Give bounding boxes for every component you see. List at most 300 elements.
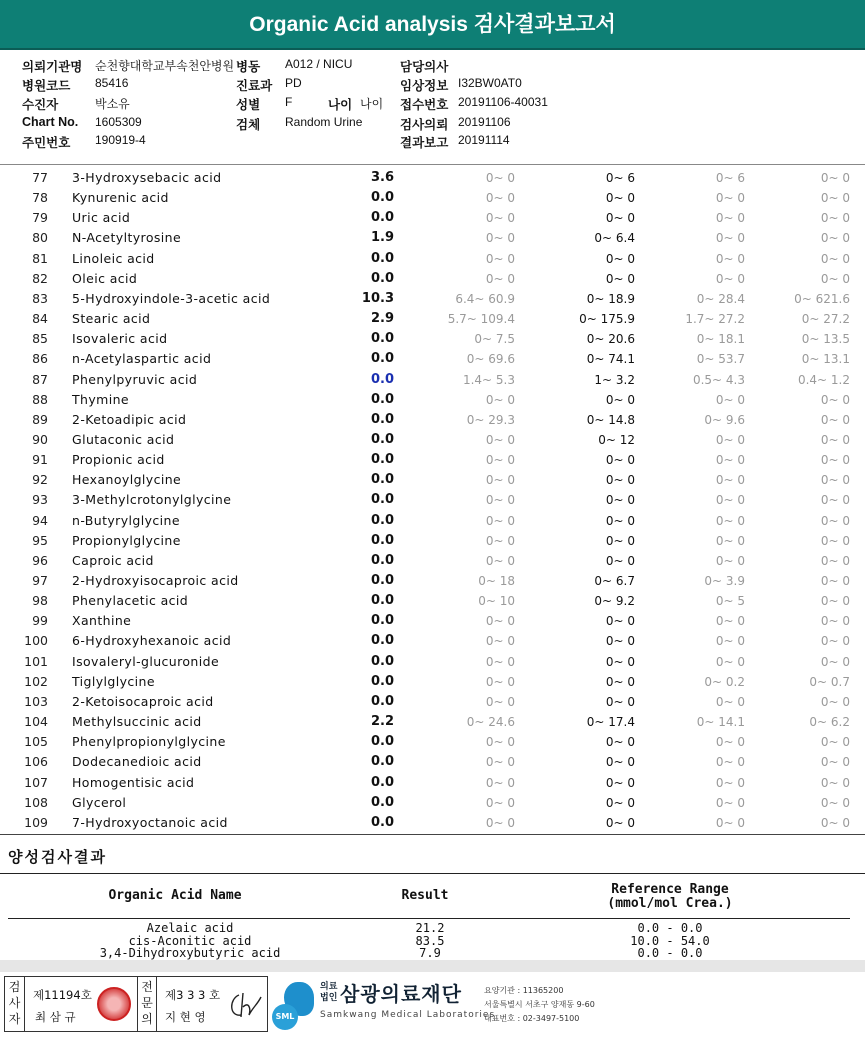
analyte-name: Methylsuccinic acid bbox=[72, 714, 202, 730]
tester-name: 최 삼 규 bbox=[35, 1010, 76, 1024]
label-institution: 의뢰기관명 bbox=[22, 60, 83, 74]
reference-range-3: 0~ 18.1 bbox=[696, 332, 745, 347]
reference-range-2: 0~ 74.1 bbox=[586, 352, 635, 367]
positive-header-name: Organic Acid Name bbox=[108, 888, 242, 903]
table-row bbox=[0, 511, 865, 531]
value-sex: F bbox=[285, 95, 293, 109]
reference-range-1: 0~ 0 bbox=[485, 191, 515, 206]
reference-range-4: 0~ 0 bbox=[820, 231, 850, 246]
row-number: 105 bbox=[24, 734, 48, 750]
positive-reference: 10.0 - 54.0 bbox=[630, 933, 710, 948]
analyte-name: Glycerol bbox=[72, 794, 127, 810]
table-row bbox=[0, 450, 865, 470]
reference-range-3: 0~ 0 bbox=[715, 553, 745, 568]
result-value: 0.0 bbox=[370, 552, 394, 568]
row-number: 79 bbox=[32, 210, 48, 226]
row-number: 107 bbox=[24, 774, 48, 790]
reference-range-2: 0~ 0 bbox=[605, 473, 635, 488]
result-value: 0.0 bbox=[370, 613, 394, 629]
reference-range-1: 0~ 0 bbox=[485, 271, 515, 286]
analyte-name: Xanthine bbox=[72, 613, 132, 629]
reference-range-4: 0~ 0 bbox=[820, 594, 850, 609]
result-value: 0.0 bbox=[370, 814, 394, 830]
reference-range-4: 0.4~ 1.2 bbox=[797, 372, 850, 387]
table-row bbox=[0, 349, 865, 369]
reference-range-1: 0~ 10 bbox=[478, 594, 515, 609]
row-number: 97 bbox=[32, 573, 48, 588]
table-row bbox=[0, 631, 865, 651]
lab-logo bbox=[272, 976, 602, 1032]
reference-range-1: 0~ 69.6 bbox=[466, 352, 515, 367]
row-number: 82 bbox=[32, 270, 48, 286]
reference-range-4: 0~ 0 bbox=[820, 775, 850, 790]
reference-range-3: 0~ 6 bbox=[715, 171, 745, 185]
analyte-name: Propionic acid bbox=[72, 452, 165, 468]
row-number: 101 bbox=[24, 653, 48, 669]
reference-range-3: 0~ 0 bbox=[715, 211, 745, 226]
result-value: 0.0 bbox=[370, 210, 394, 226]
table-row bbox=[0, 228, 865, 248]
reference-range-2: 0~ 0 bbox=[605, 271, 635, 286]
result-value: 0.0 bbox=[370, 512, 394, 528]
positive-header-ref1: Reference Range bbox=[611, 882, 729, 897]
row-number: 91 bbox=[32, 452, 48, 468]
reference-range-1: 0~ 7.5 bbox=[474, 332, 515, 347]
result-value: 0.0 bbox=[370, 573, 394, 588]
positive-header-ref2: (mmol/mol Crea.) bbox=[607, 896, 733, 911]
analyte-name: 3-Hydroxysebacic acid bbox=[72, 170, 222, 185]
result-value: 10.3 bbox=[361, 290, 394, 306]
table-row bbox=[0, 752, 865, 772]
reference-range-1: 0~ 0 bbox=[485, 755, 515, 770]
row-number: 99 bbox=[32, 613, 48, 629]
reference-range-2: 0~ 0 bbox=[605, 392, 635, 407]
reference-range-1: 0~ 0 bbox=[485, 553, 515, 568]
result-value: 0.0 bbox=[370, 452, 394, 468]
reference-range-2: 0~ 0 bbox=[605, 513, 635, 528]
result-value: 0.0 bbox=[370, 532, 394, 548]
reference-range-1: 0~ 24.6 bbox=[466, 715, 515, 730]
reference-range-2: 0~ 0 bbox=[605, 211, 635, 226]
table-row bbox=[0, 793, 865, 813]
label-doctor: 담당의사 bbox=[400, 60, 449, 74]
reference-range-4: 0~ 13.5 bbox=[801, 332, 850, 347]
reference-range-3: 0~ 5 bbox=[715, 594, 745, 609]
reference-range-3: 0~ 0 bbox=[715, 271, 745, 286]
reference-range-2: 0~ 0 bbox=[605, 614, 635, 629]
row-number: 78 bbox=[32, 190, 48, 206]
label-id-no: 주민번호 bbox=[22, 136, 71, 150]
analyte-name: N-Acetyltyrosine bbox=[72, 230, 182, 246]
reference-range-2: 0~ 0 bbox=[605, 654, 635, 669]
positive-reference: 0.0 - 0.0 bbox=[637, 921, 703, 935]
result-value: 0.0 bbox=[370, 653, 394, 669]
tester-vertical-label: 검 사 자 bbox=[5, 977, 25, 1031]
row-number: 86 bbox=[32, 351, 48, 367]
row-number: 83 bbox=[32, 290, 48, 306]
org-contact-info bbox=[484, 984, 595, 1026]
analyte-name: Kynurenic acid bbox=[72, 190, 169, 206]
row-number: 98 bbox=[32, 593, 48, 609]
row-number: 88 bbox=[32, 391, 48, 407]
result-value: 0.0 bbox=[370, 693, 394, 709]
row-number: 100 bbox=[24, 633, 48, 649]
patient-info bbox=[0, 52, 865, 165]
positive-name: Azelaic acid bbox=[146, 921, 234, 935]
analyte-name: Thymine bbox=[72, 391, 130, 407]
table-row bbox=[0, 712, 865, 732]
reference-range-1: 0~ 0 bbox=[485, 775, 515, 790]
reference-range-1: 0~ 0 bbox=[485, 674, 515, 689]
org-name-en: Samkwang Medical Laboratories bbox=[320, 1010, 496, 1020]
row-number: 109 bbox=[24, 814, 48, 830]
result-value: 0.0 bbox=[370, 411, 394, 427]
table-row bbox=[0, 672, 865, 692]
result-value: 0.0 bbox=[370, 794, 394, 810]
reference-range-2: 0~ 6 bbox=[605, 171, 635, 185]
reference-range-1: 0~ 0 bbox=[485, 453, 515, 468]
reference-range-3: 0~ 3.9 bbox=[704, 574, 745, 588]
row-number: 94 bbox=[32, 512, 48, 528]
table-row bbox=[0, 410, 865, 430]
reference-range-3: 0~ 0 bbox=[715, 231, 745, 246]
reference-range-1: 0~ 0 bbox=[485, 634, 515, 649]
value-receipt-no: 20191106-40031 bbox=[458, 95, 548, 109]
reference-range-4: 0~ 0 bbox=[820, 171, 850, 185]
label-request-date: 검사의뢰 bbox=[400, 118, 449, 132]
org-phone: 대표번호 : 02-3497-5100 bbox=[484, 1014, 580, 1023]
reference-range-1: 0~ 0 bbox=[485, 171, 515, 185]
result-value: 0.0 bbox=[370, 492, 394, 508]
analyte-name: Glutaconic acid bbox=[72, 431, 175, 447]
reference-range-1: 6.4~ 60.9 bbox=[455, 291, 515, 306]
reference-range-3: 0~ 14.1 bbox=[696, 715, 745, 730]
reference-range-4: 0~ 0 bbox=[820, 553, 850, 568]
table-row bbox=[0, 732, 865, 752]
value-patient: 박소유 bbox=[95, 97, 130, 111]
doctor-license-no: 제3 3 3 호 bbox=[165, 988, 221, 1002]
analyte-name: Phenylpyruvic acid bbox=[72, 371, 198, 387]
result-value: 3.6 bbox=[370, 170, 394, 185]
analyte-name: 6-Hydroxyhexanoic acid bbox=[72, 633, 232, 649]
reference-range-1: 0~ 0 bbox=[485, 694, 515, 709]
org-address: 서울특별시 서초구 양재동 9-60 bbox=[484, 1000, 595, 1009]
reference-range-4: 0~ 0 bbox=[820, 795, 850, 810]
value-clinical-info: I32BW0AT0 bbox=[458, 76, 522, 90]
reference-range-3: 0~ 0 bbox=[715, 634, 745, 649]
reference-range-3: 0~ 0 bbox=[715, 191, 745, 206]
reference-range-3: 0~ 0.2 bbox=[704, 674, 745, 689]
reference-range-2: 0~ 12 bbox=[598, 432, 635, 447]
table-row bbox=[0, 773, 865, 793]
reference-range-2: 0~ 0 bbox=[605, 553, 635, 568]
positive-header-result: Result bbox=[401, 888, 449, 903]
analyte-name: Isovaleric acid bbox=[72, 331, 168, 347]
reference-range-1: 0~ 0 bbox=[485, 614, 515, 629]
label-receipt-no: 접수번호 bbox=[400, 98, 449, 112]
reference-range-2: 0~ 0 bbox=[605, 493, 635, 508]
analyte-name: Linoleic acid bbox=[72, 250, 155, 266]
reference-range-3: 0~ 0 bbox=[715, 755, 745, 770]
reference-range-3: 0~ 0 bbox=[715, 473, 745, 488]
analyte-name: Uric acid bbox=[72, 210, 131, 226]
positive-reference: 0.0 - 0.0 bbox=[637, 946, 703, 960]
reference-range-3: 0~ 9.6 bbox=[704, 412, 745, 427]
org-type-label bbox=[320, 982, 337, 1004]
row-number: 89 bbox=[32, 411, 48, 427]
result-value: 0.0 bbox=[370, 754, 394, 770]
reference-range-3: 0~ 0 bbox=[715, 694, 745, 709]
reference-range-1: 0~ 18 bbox=[478, 574, 515, 588]
row-number: 93 bbox=[32, 492, 48, 508]
positive-row bbox=[0, 935, 865, 947]
org-name: 삼광의료재단 bbox=[340, 982, 462, 1006]
reference-range-1: 0~ 0 bbox=[485, 251, 515, 266]
analyte-name: Tiglylglycine bbox=[72, 673, 155, 689]
table-row bbox=[0, 188, 865, 208]
reference-range-1: 5.7~ 109.4 bbox=[447, 312, 515, 327]
table-row bbox=[0, 370, 865, 390]
org-code: 요양기관 : 11365200 bbox=[484, 986, 564, 995]
reference-range-4: 0~ 0 bbox=[820, 191, 850, 206]
reference-range-3: 0.5~ 4.3 bbox=[692, 372, 745, 387]
reference-range-4: 0~ 6.2 bbox=[809, 715, 850, 730]
label-age: 나이 bbox=[328, 98, 353, 112]
reference-range-2: 0~ 0 bbox=[605, 775, 635, 790]
result-value: 0.0 bbox=[370, 774, 394, 790]
reference-range-4: 0~ 0 bbox=[820, 654, 850, 669]
reference-range-4: 0~ 0 bbox=[820, 271, 850, 286]
reference-range-1: 0~ 0 bbox=[485, 493, 515, 508]
result-value: 0.0 bbox=[370, 190, 394, 206]
row-number: 96 bbox=[32, 552, 48, 568]
reference-range-3: 0~ 0 bbox=[715, 654, 745, 669]
result-value: 0.0 bbox=[370, 351, 394, 367]
table-row bbox=[0, 571, 865, 591]
result-value: 0.0 bbox=[370, 391, 394, 407]
reference-range-2: 1~ 3.2 bbox=[594, 372, 635, 387]
reference-range-4: 0~ 0 bbox=[820, 533, 850, 548]
result-value: 2.2 bbox=[370, 714, 394, 730]
result-value: 0.0 bbox=[370, 633, 394, 649]
analyte-name: 3-Methylcrotonylglycine bbox=[72, 492, 232, 508]
table-bottom-divider bbox=[0, 834, 865, 835]
official-seal bbox=[97, 987, 131, 1021]
row-number: 106 bbox=[24, 754, 48, 770]
reference-range-2: 0~ 0 bbox=[605, 251, 635, 266]
row-number: 104 bbox=[24, 714, 48, 730]
reference-range-3: 0~ 0 bbox=[715, 815, 745, 830]
reference-range-2: 0~ 0 bbox=[605, 634, 635, 649]
result-value: 0.0 bbox=[370, 673, 394, 689]
row-number: 108 bbox=[24, 794, 48, 810]
table-row bbox=[0, 692, 865, 712]
analyte-name: Phenylacetic acid bbox=[72, 593, 189, 609]
reference-range-3: 0~ 53.7 bbox=[696, 352, 745, 367]
reference-range-4: 0~ 0 bbox=[820, 493, 850, 508]
reference-range-4: 0~ 0 bbox=[820, 513, 850, 528]
reference-range-4: 0~ 0 bbox=[820, 392, 850, 407]
table-row bbox=[0, 531, 865, 551]
analyte-name: 5-Hydroxyindole-3-acetic acid bbox=[72, 290, 271, 306]
reference-range-4: 0~ 0 bbox=[820, 473, 850, 488]
label-patient: 수진자 bbox=[22, 98, 59, 112]
analyte-name: Homogentisic acid bbox=[72, 774, 195, 790]
table-row bbox=[0, 309, 865, 329]
reference-range-2: 0~ 0 bbox=[605, 191, 635, 206]
reference-range-4: 0~ 0.7 bbox=[809, 674, 850, 689]
reference-range-3: 0~ 0 bbox=[715, 735, 745, 750]
reference-range-3: 0~ 0 bbox=[715, 392, 745, 407]
reference-range-2: 0~ 17.4 bbox=[586, 715, 635, 730]
label-ward: 병동 bbox=[236, 60, 261, 74]
positive-results-title: 양성검사결과 bbox=[8, 848, 107, 866]
result-value: 1.9 bbox=[370, 230, 394, 246]
row-number: 85 bbox=[32, 331, 48, 347]
table-row bbox=[0, 652, 865, 672]
table-row bbox=[0, 813, 865, 833]
analyte-name: 2-Ketoisocaproic acid bbox=[72, 693, 214, 709]
row-number: 92 bbox=[32, 472, 48, 488]
reference-range-3: 0~ 0 bbox=[715, 453, 745, 468]
analyte-name: Caproic acid bbox=[72, 552, 154, 568]
table-row bbox=[0, 168, 865, 188]
reference-range-3: 0~ 0 bbox=[715, 614, 745, 629]
reference-range-4: 0~ 0 bbox=[820, 694, 850, 709]
value-department: PD bbox=[285, 76, 302, 90]
reference-range-4: 0~ 27.2 bbox=[801, 312, 850, 327]
label-clinical-info: 임상정보 bbox=[400, 79, 449, 93]
label-chart-no: Chart No. bbox=[22, 115, 79, 129]
value-hospital-code: 85416 bbox=[95, 76, 129, 90]
value-report-date: 20191114 bbox=[458, 133, 510, 147]
reference-range-4: 0~ 621.6 bbox=[794, 291, 850, 306]
page-break-band bbox=[0, 960, 865, 972]
positive-result: 83.5 bbox=[415, 933, 445, 948]
analyte-name: Dodecanedioic acid bbox=[72, 754, 202, 770]
positive-header-bottom-line bbox=[8, 918, 850, 919]
tester-license-no: 제11194호 bbox=[33, 988, 92, 1002]
table-row bbox=[0, 289, 865, 309]
positive-result: 21.2 bbox=[415, 921, 445, 935]
row-number: 95 bbox=[32, 532, 48, 548]
label-specimen: 검체 bbox=[236, 118, 261, 132]
result-value: 0.0 bbox=[370, 331, 394, 347]
reference-range-4: 0~ 0 bbox=[820, 735, 850, 750]
reference-range-2: 0~ 0 bbox=[605, 795, 635, 810]
positive-row bbox=[0, 922, 865, 934]
table-row bbox=[0, 591, 865, 611]
table-row bbox=[0, 470, 865, 490]
analyte-name: n-Butyrylglycine bbox=[72, 512, 180, 528]
result-value: 2.9 bbox=[370, 311, 394, 327]
result-value: 0.0 bbox=[370, 734, 394, 750]
row-number: 90 bbox=[32, 431, 48, 447]
reference-range-1: 1.4~ 5.3 bbox=[462, 372, 515, 387]
table-row bbox=[0, 430, 865, 450]
reference-range-4: 0~ 0 bbox=[820, 574, 850, 588]
org-type-1: 의료 bbox=[320, 982, 338, 992]
table-row bbox=[0, 390, 865, 410]
reference-range-2: 0~ 14.8 bbox=[586, 412, 635, 427]
reference-range-1: 0~ 0 bbox=[485, 392, 515, 407]
table-row bbox=[0, 269, 865, 289]
signature-box bbox=[4, 976, 268, 1032]
label-report-date: 결과보고 bbox=[400, 136, 449, 150]
reference-range-3: 0~ 0 bbox=[715, 251, 745, 266]
analyte-name: 2-Hydroxyisocaproic acid bbox=[72, 573, 239, 588]
result-value: 0.0 bbox=[370, 250, 394, 266]
doctor-signature bbox=[225, 987, 265, 1023]
value-age: 나이 bbox=[360, 97, 384, 111]
value-ward: A012 / NICU bbox=[285, 57, 353, 71]
row-number: 80 bbox=[32, 230, 48, 246]
analyte-name: Hexanoylglycine bbox=[72, 472, 182, 488]
reference-range-2: 0~ 20.6 bbox=[586, 332, 635, 347]
analyte-name: Phenylpropionylglycine bbox=[72, 734, 226, 750]
result-value: 0.0 bbox=[370, 593, 394, 609]
reference-range-4: 0~ 0 bbox=[820, 211, 850, 226]
table-row bbox=[0, 490, 865, 510]
reference-range-2: 0~ 175.9 bbox=[579, 312, 635, 327]
reference-range-4: 0~ 0 bbox=[820, 251, 850, 266]
reference-range-1: 0~ 0 bbox=[485, 432, 515, 447]
row-number: 102 bbox=[24, 673, 48, 689]
table-row bbox=[0, 551, 865, 571]
positive-header-top-line bbox=[0, 873, 865, 874]
reference-range-4: 0~ 0 bbox=[820, 634, 850, 649]
sml-badge: SML bbox=[272, 1004, 298, 1030]
reference-range-2: 0~ 9.2 bbox=[594, 594, 635, 609]
reference-range-3: 0~ 28.4 bbox=[696, 291, 745, 306]
reference-range-4: 0~ 13.1 bbox=[801, 352, 850, 367]
table-row bbox=[0, 329, 865, 349]
reference-range-3: 0~ 0 bbox=[715, 775, 745, 790]
reference-range-3: 0~ 0 bbox=[715, 533, 745, 548]
positive-name: 3,4-Dihydroxybutyric acid bbox=[99, 946, 281, 960]
row-number: 77 bbox=[32, 170, 48, 185]
reference-range-4: 0~ 0 bbox=[820, 432, 850, 447]
reference-range-4: 0~ 0 bbox=[820, 412, 850, 427]
positive-name: cis-Aconitic acid bbox=[128, 933, 252, 948]
table-row bbox=[0, 249, 865, 269]
value-institution: 순천향대학교부속천안병원 bbox=[95, 59, 235, 73]
table-row bbox=[0, 208, 865, 228]
doctor-vertical-label: 전 문 의 bbox=[137, 977, 157, 1031]
reference-range-4: 0~ 0 bbox=[820, 815, 850, 830]
reference-range-1: 0~ 0 bbox=[485, 513, 515, 528]
reference-range-2: 0~ 6.4 bbox=[594, 231, 635, 246]
result-value: 0.0 bbox=[370, 371, 394, 387]
reference-range-3: 0~ 0 bbox=[715, 795, 745, 810]
reference-range-1: 0~ 0 bbox=[485, 533, 515, 548]
doctor-name: 지 현 영 bbox=[165, 1010, 206, 1024]
reference-range-2: 0~ 0 bbox=[605, 815, 635, 830]
reference-range-2: 0~ 6.7 bbox=[594, 574, 635, 588]
reference-range-4: 0~ 0 bbox=[820, 755, 850, 770]
analyte-name: n-Acetylaspartic acid bbox=[72, 351, 212, 367]
reference-range-4: 0~ 0 bbox=[820, 614, 850, 629]
analyte-name: Oleic acid bbox=[72, 270, 138, 286]
reference-range-3: 0~ 0 bbox=[715, 493, 745, 508]
reference-range-3: 1.7~ 27.2 bbox=[685, 312, 745, 327]
analyte-name: Isovaleryl-glucuronide bbox=[72, 653, 220, 669]
result-value: 0.0 bbox=[370, 270, 394, 286]
value-chart-no: 1605309 bbox=[95, 115, 142, 129]
result-value: 0.0 bbox=[370, 431, 394, 447]
report-title: Organic Acid analysis 검사결과보고서 bbox=[0, 0, 865, 50]
label-sex: 성별 bbox=[236, 98, 261, 112]
